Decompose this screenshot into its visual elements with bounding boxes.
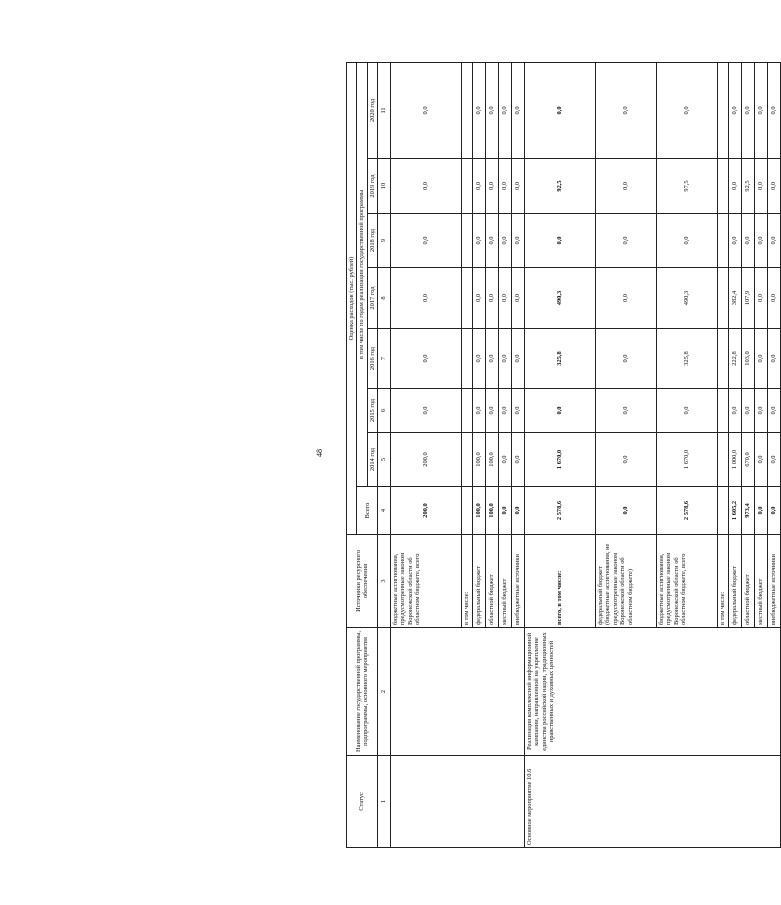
value-cell: 0,0 (768, 329, 781, 389)
source-cell: местный бюджет (755, 535, 768, 628)
value-cell: 0,0 (512, 329, 525, 389)
value-cell: 0,0 (768, 159, 781, 214)
value-cell: 97,5 (657, 159, 718, 214)
value-cell: 1 605,2 (729, 487, 742, 535)
value-cell: 0,0 (596, 159, 657, 214)
value-cell: 0,0 (473, 159, 486, 214)
header-year: 2015 год (367, 389, 377, 433)
value-cell: 0,0 (729, 159, 742, 214)
value-cell: 0,0 (768, 214, 781, 268)
value-cell: 0,0 (473, 214, 486, 268)
value-cell: 222,8 (729, 329, 742, 389)
value-cell: 200,0 (391, 433, 462, 487)
value-cell: 382,4 (729, 268, 742, 329)
value-cell: 0,0 (525, 389, 596, 433)
value-cell: 0,0 (596, 487, 657, 535)
value-cell: 0,0 (768, 62, 781, 158)
value-cell: 0,0 (486, 329, 499, 389)
budget-table-rotated (346, 63, 778, 848)
value-cell: 0,0 (742, 214, 755, 268)
value-cell: 0,0 (729, 62, 742, 158)
value-cell: 0,0 (512, 433, 525, 487)
value-cell: 0,0 (755, 433, 768, 487)
value-cell: 0,0 (596, 268, 657, 329)
value-cell: 0,0 (596, 389, 657, 433)
value-cell: 0,0 (473, 62, 486, 158)
value-cell: 100,0 (473, 433, 486, 487)
source-cell: областной бюджет (486, 535, 499, 628)
value-cell: 2 578,6 (657, 487, 718, 535)
value-cell: 0,0 (499, 329, 512, 389)
value-cell: 0,0 (499, 214, 512, 268)
source-cell: федеральный бюджет (729, 535, 742, 628)
value-cell: 0,0 (473, 389, 486, 433)
column-number: 5 (378, 433, 391, 487)
header-year: 2019 год (367, 159, 377, 214)
value-cell: 0,0 (729, 214, 742, 268)
value-cell: 0,0 (512, 268, 525, 329)
source-cell: всего, в том числе: (525, 535, 596, 628)
header-year: 2014 год (367, 433, 377, 487)
value-cell: 0,0 (512, 159, 525, 214)
value-cell: 0,0 (499, 268, 512, 329)
value-cell: 0,0 (768, 389, 781, 433)
value-cell: 0,0 (525, 62, 596, 158)
header-estimate: Оценка расходов (тыс. рублей) (347, 62, 357, 534)
header-year: 2017 год (367, 268, 377, 329)
value-cell: 0,0 (391, 389, 462, 433)
value-cell: 0,0 (755, 159, 768, 214)
value-cell: 0,0 (391, 329, 462, 389)
value-cell: 0,0 (596, 214, 657, 268)
value-cell: 0,0 (486, 389, 499, 433)
column-number: 1 (378, 756, 391, 848)
value-cell: 0,0 (742, 389, 755, 433)
header-source: Источники ресурсного обеспечения (347, 535, 378, 628)
header-year: 2018 год (367, 214, 377, 268)
value-cell: 0,0 (755, 214, 768, 268)
source-cell: местный бюджет (499, 535, 512, 628)
value-cell: 0,0 (512, 389, 525, 433)
value-cell: 0,0 (391, 159, 462, 214)
source-cell: внебюджетные источники (768, 535, 781, 628)
column-number: 4 (378, 487, 391, 535)
page-number: 48 (315, 449, 324, 457)
source-cell: федеральный бюджет (473, 535, 486, 628)
value-cell: 0,0 (512, 487, 525, 535)
value-cell: 490,3 (657, 268, 718, 329)
value-cell: 0,0 (657, 62, 718, 158)
column-number: 6 (378, 389, 391, 433)
value-cell: 0,0 (755, 62, 768, 158)
value-cell: 0,0 (596, 62, 657, 158)
value-cell: 0,0 (499, 433, 512, 487)
column-number: 8 (378, 268, 391, 329)
value-cell: 1 670,0 (657, 433, 718, 487)
value-cell: 973,4 (742, 487, 755, 535)
value-cell: 100,0 (486, 433, 499, 487)
value-cell: 0,0 (473, 329, 486, 389)
source-cell: федеральный бюджет (бюджетные ассигнования, не предусмотренные законом Воронежской области об областном бюджете) (596, 535, 657, 628)
status-cell (391, 756, 525, 848)
value-cell: 0,0 (742, 62, 755, 158)
value-cell: 490,3 (525, 268, 596, 329)
column-number: 11 (378, 62, 391, 158)
value-cell: 0,0 (768, 433, 781, 487)
header-row-1 (347, 62, 357, 847)
header-name: Наименование государственной программы, подпрограммы, основного мероприятия (347, 628, 378, 756)
value-cell: 0,0 (755, 268, 768, 329)
value-cell: 200,0 (391, 487, 462, 535)
value-cell: 0,0 (391, 268, 462, 329)
column-number: 2 (378, 628, 391, 756)
source-cell: внебюджетные источники (512, 535, 525, 628)
column-number: 9 (378, 214, 391, 268)
value-cell: 0,0 (473, 268, 486, 329)
value-cell: 0,0 (499, 62, 512, 158)
value-cell: 0,0 (755, 389, 768, 433)
source-cell: в том числе: (462, 535, 473, 628)
value-cell: 0,0 (596, 433, 657, 487)
value-cell: 0,0 (768, 487, 781, 535)
header-by-year: в том числе по годам реализации государственной программы (357, 62, 367, 486)
value-cell: 1 670,0 (525, 433, 596, 487)
value-cell: 107,9 (742, 268, 755, 329)
value-cell: 0,0 (596, 329, 657, 389)
table-row (525, 62, 596, 847)
name-cell: Реализация комплексной информационной кампании, направленной на укрепление единства российской нации, традиционных нравственных и духовных ценностей (525, 628, 781, 756)
value-cell: 0,0 (486, 268, 499, 329)
value-cell: 0,0 (486, 62, 499, 158)
column-number: 3 (378, 535, 391, 628)
value-cell: 0,0 (499, 487, 512, 535)
value-cell: 0,0 (391, 214, 462, 268)
value-cell: 0,0 (499, 159, 512, 214)
value-cell: 100,0 (486, 487, 499, 535)
source-cell: бюджетные ассигнования, предусмотренные законом Воронежской области об областном бюджете, всего (657, 535, 718, 628)
value-cell: 0,0 (486, 159, 499, 214)
value-cell: 2 578,6 (525, 487, 596, 535)
value-cell: 92,5 (742, 159, 755, 214)
value-cell: 0,0 (499, 389, 512, 433)
column-number: 10 (378, 159, 391, 214)
value-cell: 92,5 (525, 159, 596, 214)
value-cell: 103,0 (742, 329, 755, 389)
source-cell: в том числе: (718, 535, 729, 628)
value-cell: 0,0 (755, 329, 768, 389)
value-cell: 0,0 (657, 214, 718, 268)
header-year: 2016 год (367, 329, 377, 389)
value-cell: 0,0 (512, 214, 525, 268)
budget-table (346, 62, 781, 848)
value-cell: 0,0 (729, 389, 742, 433)
value-cell: 325,8 (657, 329, 718, 389)
header-status: Статус (347, 756, 378, 848)
column-number: 7 (378, 329, 391, 389)
source-cell: бюджетные ассигнования, предусмотренные законом Воронежской области об областном бюджете, всего (391, 535, 462, 628)
header-year: 2020 год (367, 62, 377, 158)
column-number-row (378, 62, 391, 847)
status-cell: Основное мероприятие 10.6 (525, 756, 781, 848)
value-cell: 325,8 (525, 329, 596, 389)
value-cell: 0,0 (525, 214, 596, 268)
name-cell (391, 628, 525, 756)
value-cell: 0,0 (755, 487, 768, 535)
value-cell: 0,0 (768, 268, 781, 329)
header-total: Всего (357, 487, 378, 535)
source-cell: областной бюджет (742, 535, 755, 628)
value-cell: 670,0 (742, 433, 755, 487)
value-cell: 0,0 (486, 214, 499, 268)
value-cell: 1 000,0 (729, 433, 742, 487)
value-cell: 0,0 (512, 62, 525, 158)
value-cell: 100,0 (473, 487, 486, 535)
value-cell: 0,0 (657, 389, 718, 433)
table-row (391, 62, 462, 847)
value-cell: 0,0 (391, 62, 462, 158)
